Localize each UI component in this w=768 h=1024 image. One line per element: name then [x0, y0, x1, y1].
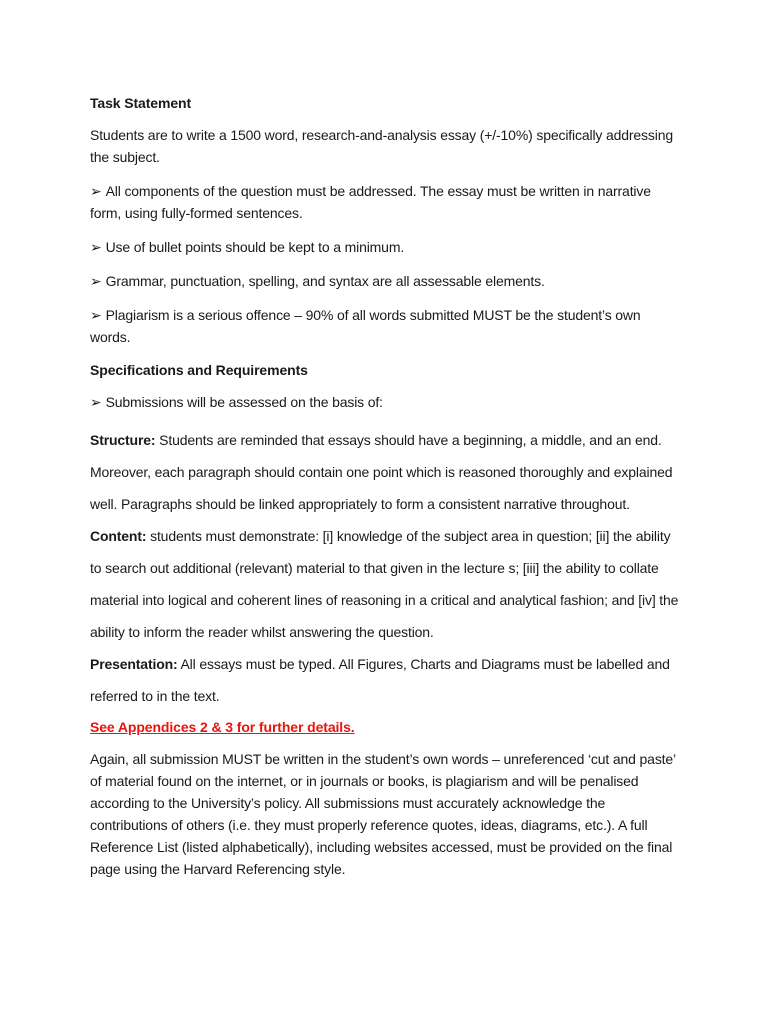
content-label: Content:	[90, 528, 147, 544]
structure-text: Students are reminded that essays should have a beginning, a middle, and an end. Moreover, each paragraph should contain one point which is reasoned thoroughly and explained well. Paragraphs should be linked appropriately to form a consistent narrative throughout.	[90, 432, 673, 512]
spec-bullet	[90, 391, 680, 413]
content-text: students must demonstrate: [i] knowledge of the subject area in question; [ii] the ability to search out additional (relevant) material to that given in the lecture s; [iii] the ability to collate material into logical and coherent lines of reasoning in a critical and analytical fashion; and [iv] the ability to inform the reader whilst answering the question.	[90, 528, 679, 640]
presentation-paragraph	[90, 648, 680, 712]
task-statement-heading: Task Statement	[90, 95, 192, 111]
task-bullet-text: Use of bullet points should be kept to a minimum.	[105, 239, 405, 255]
presentation-text: All essays must be typed. All Figures, Charts and Diagrams must be labelled and referred to in the text.	[90, 656, 670, 704]
content-paragraph	[90, 520, 680, 648]
presentation-label: Presentation:	[90, 656, 178, 672]
closing-paragraph: Again, all submission MUST be written in the student’s own words – unreferenced ‘cut and paste’ of material found on the internet, or in journals or books, is plagiarism and will be penalised according to the University’s policy. All submissions must accurately acknowledge the contributions of others (i.e. they must properly reference quotes, ideas, diagrams, etc.). A full Reference List (listed alphabetically), including websites accessed, must be provided on the final page using the Harvard Referencing style.	[90, 751, 676, 877]
structure-label: Structure:	[90, 432, 156, 448]
arrow-bullet-icon: ➢	[90, 394, 102, 410]
document-page	[90, 92, 680, 892]
task-intro-paragraph: Students are to write a 1500 word, research-and-analysis essay (+/-10%) specifically addressing the subject.	[90, 127, 673, 165]
arrow-bullet-icon: ➢	[90, 183, 102, 199]
spec-bullet-text: Submissions will be assessed on the basis of:	[105, 394, 383, 410]
task-bullet-3	[90, 270, 680, 292]
task-bullet-1	[90, 180, 680, 224]
specifications-heading: Specifications and Requirements	[90, 362, 308, 378]
appendix-link-row	[90, 716, 680, 748]
appendix-link[interactable]: See Appendices 2 & 3 for further details.	[90, 719, 355, 735]
task-bullet-2	[90, 236, 680, 258]
arrow-bullet-icon: ➢	[90, 307, 102, 323]
structure-paragraph	[90, 424, 680, 520]
arrow-bullet-icon: ➢	[90, 273, 102, 289]
task-bullet-4	[90, 304, 680, 348]
task-bullet-text: Plagiarism is a serious offence – 90% of all words submitted MUST be the student’s own words.	[90, 307, 641, 345]
task-bullet-text: All components of the question must be addressed. The essay must be written in narrative form, using fully-formed sentences.	[90, 183, 651, 221]
arrow-bullet-icon: ➢	[90, 239, 102, 255]
task-bullet-text: Grammar, punctuation, spelling, and syntax are all assessable elements.	[105, 273, 545, 289]
